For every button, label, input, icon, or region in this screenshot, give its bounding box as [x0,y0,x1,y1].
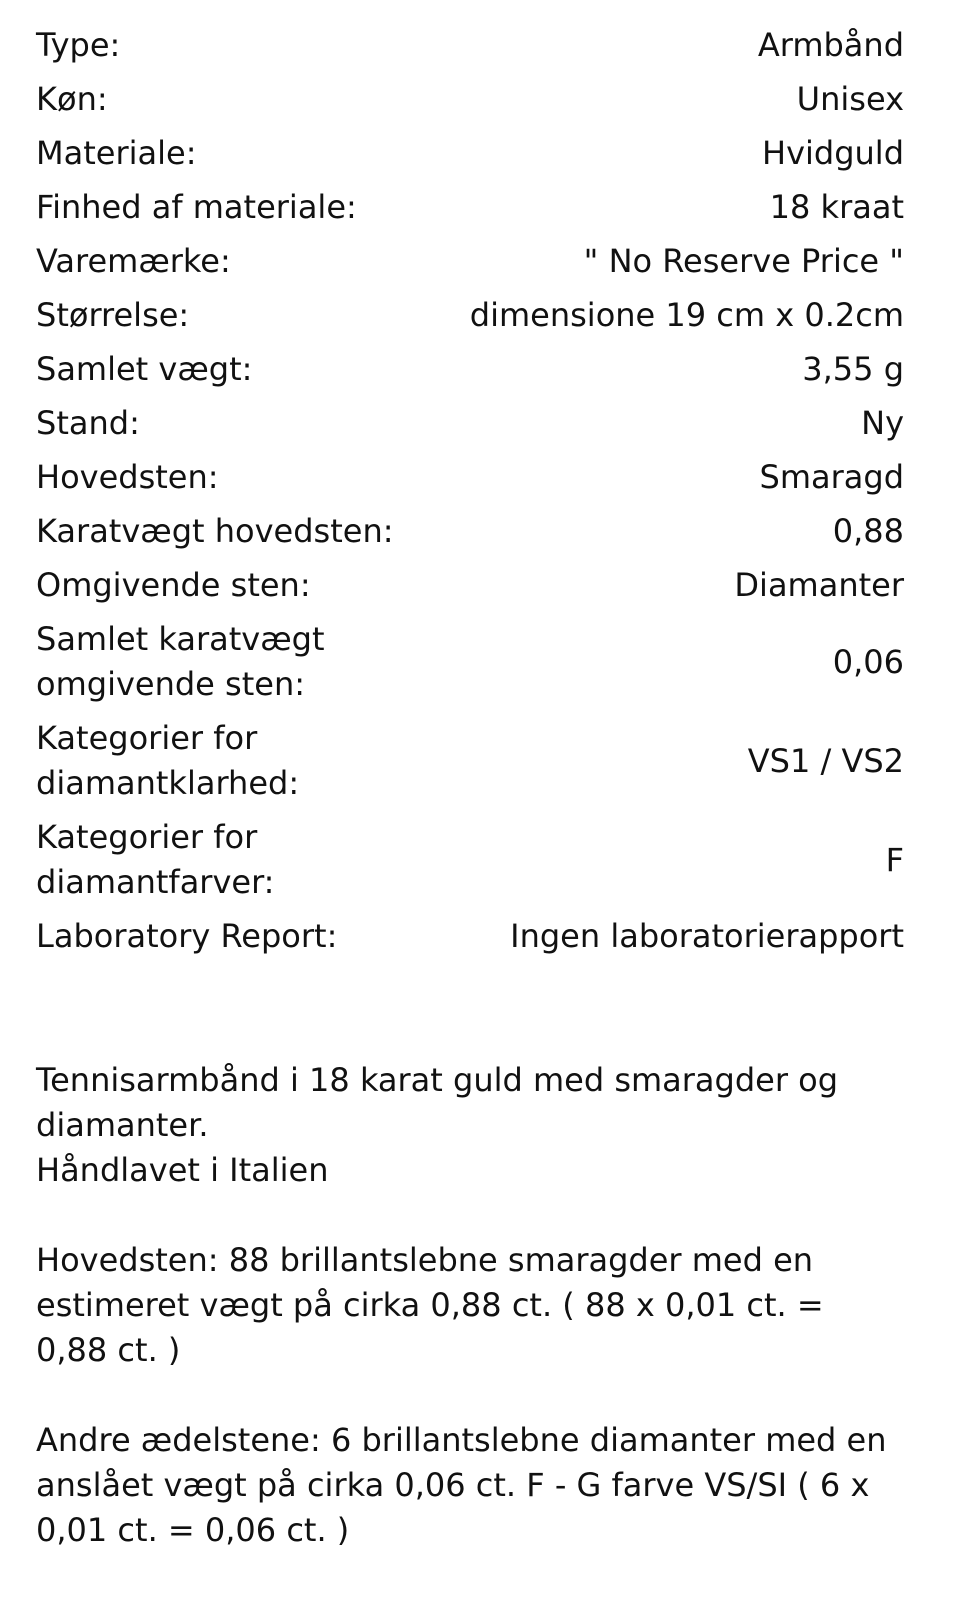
spec-row-brand [36,234,904,288]
spec-row-size [36,288,904,342]
specifications-table [36,18,904,963]
spec-label: Køn: [36,80,108,118]
spec-row-main-stone [36,450,904,504]
spec-label: Kategorier for diamantklarhed: [36,718,300,802]
spec-value: F [885,840,904,879]
spec-label: Omgivende sten: [36,566,311,604]
spec-value: Armbånd [757,26,904,64]
spec-value: " No Reserve Price " [583,242,904,280]
spec-label: Varemærke: [36,242,231,280]
spec-label: Størrelse: [36,296,190,334]
spec-row-diamond-clarity [36,711,904,810]
spec-value: 0,88 [832,512,904,550]
spec-value: 3,55 g [802,350,904,388]
spec-row-diamond-color [36,810,904,909]
spec-value: Smaragd [759,458,904,496]
description-main-stone: Hovedsten: 88 brillantslebne smaragder med en estimeret vægt på cirka 0,88 ct. ( 88 x 0,01 ct. = 0,88 ct. ) [36,1241,824,1369]
description-intro: Tennisarmbånd i 18 karat guld med smaragder og diamanter. Håndlavet i Italien [36,1061,839,1189]
spec-value: Unisex [796,80,904,118]
spec-value: 0,06 [832,642,904,681]
product-description [36,1058,896,1553]
spec-label: Samlet karatvægt omgivende sten: [36,619,325,703]
spec-row-surrounding-carat [36,612,904,711]
spec-row-main-stone-carat [36,504,904,558]
spec-label: Materiale: [36,134,197,172]
spec-row-type [36,18,904,72]
spec-value: Hvidguld [762,134,904,172]
spec-value: Diamanter [734,566,904,604]
spec-row-surrounding-stones [36,558,904,612]
spec-row-total-weight [36,342,904,396]
spec-row-condition [36,396,904,450]
spec-value: Ingen laboratorierapport [510,917,904,955]
spec-row-lab-report [36,909,904,963]
spec-value: 18 kraat [769,188,904,226]
spec-label: Hovedsten: [36,458,219,496]
description-other-stones: Andre ædelstene: 6 brillantslebne diamanter med en anslået vægt på cirka 0,06 ct. F - G farve VS/SI ( 6 x 0,01 ct. = 0,06 ct. ) [36,1421,887,1549]
spec-label: Laboratory Report: [36,917,338,955]
spec-value: VS1 / VS2 [747,741,904,780]
spec-value: dimensione 19 cm x 0.2cm [469,296,904,334]
spec-label: Type: [36,26,121,64]
spec-label: Karatvægt hovedsten: [36,512,394,550]
spec-label: Samlet vægt: [36,350,253,388]
spec-row-material [36,126,904,180]
spec-row-fineness [36,180,904,234]
spec-label: Finhed af materiale: [36,188,357,226]
spec-label: Stand: [36,404,140,442]
spec-value: Ny [861,404,904,442]
spec-row-gender [36,72,904,126]
spec-label: Kategorier for diamantfarver: [36,817,275,901]
